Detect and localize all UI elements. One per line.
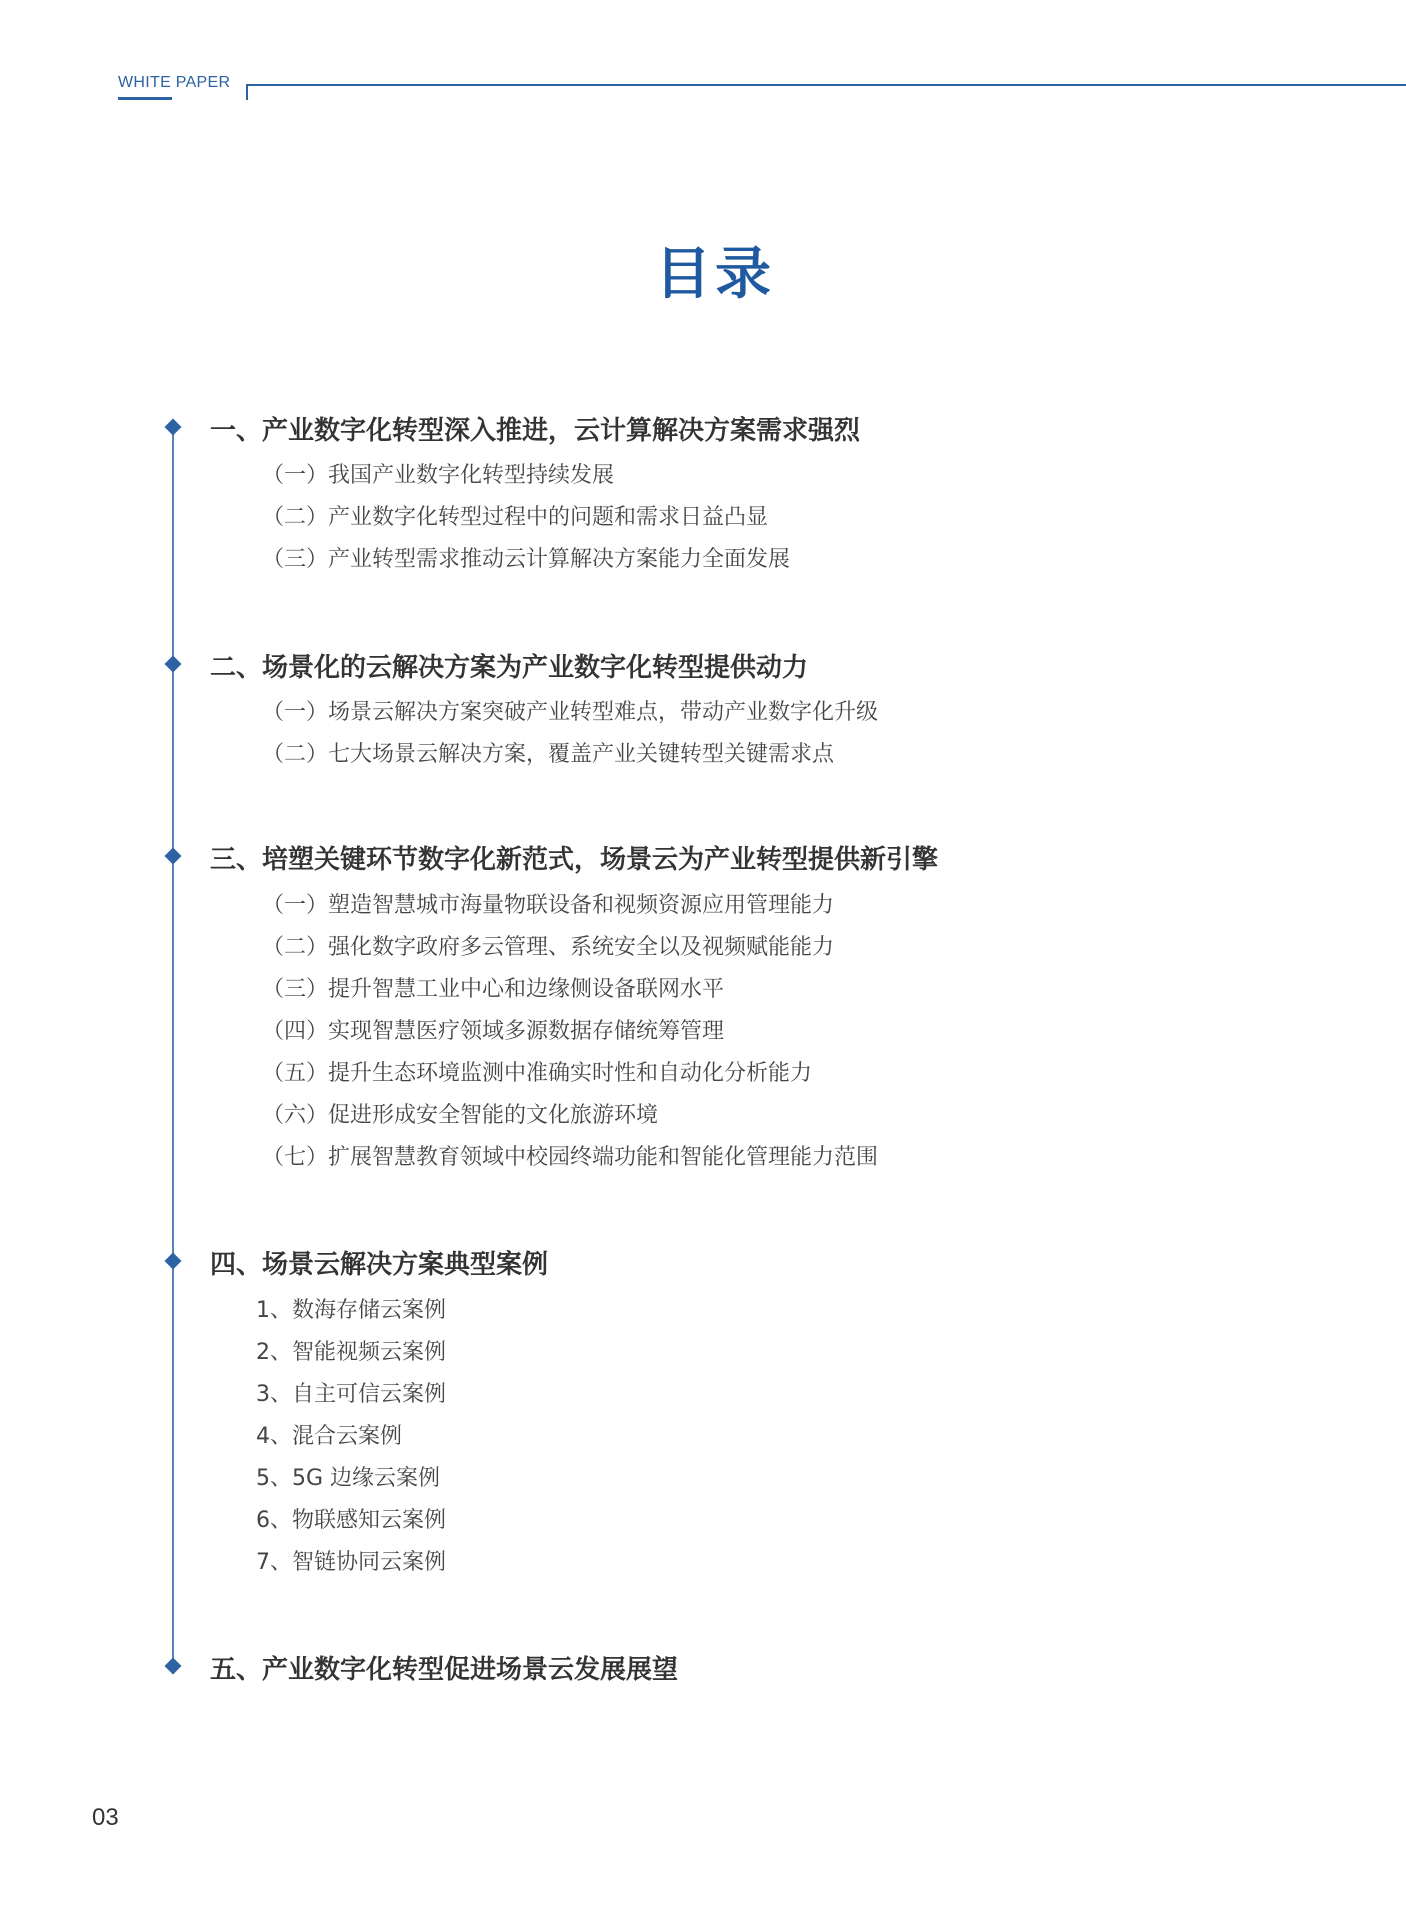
toc-item[interactable]: （二）强化数字政府多云管理、系统安全以及视频赋能能力 — [262, 935, 835, 960]
toc-item[interactable]: 6、物联感知云案例 — [256, 1508, 446, 1533]
toc-section-1-title[interactable]: 一、产业数字化转型深入推进，云计算解决方案需求强烈 — [210, 416, 861, 446]
toc-item[interactable]: （一）我国产业数字化转型持续发展 — [262, 463, 615, 488]
page-title: 目录 — [655, 242, 775, 307]
toc-item[interactable]: （七）扩展智慧教育领域中校园终端功能和智能化管理能力范围 — [262, 1145, 879, 1170]
header-underline — [118, 97, 172, 100]
toc-item[interactable]: 1、数海存储云案例 — [256, 1298, 446, 1323]
header-rule — [246, 84, 1406, 86]
toc-item[interactable]: （一）塑造智慧城市海量物联设备和视频资源应用管理能力 — [262, 893, 835, 918]
toc-item[interactable]: （三）产业转型需求推动云计算解决方案能力全面发展 — [262, 547, 791, 572]
section-marker-icon — [165, 1253, 182, 1270]
section-marker-icon — [165, 1658, 182, 1675]
toc-item[interactable]: （二）七大场景云解决方案，覆盖产业关键转型关键需求点 — [262, 742, 835, 767]
toc-item[interactable]: （一）场景云解决方案突破产业转型难点，带动产业数字化升级 — [262, 700, 879, 725]
toc-section-2-title[interactable]: 二、场景化的云解决方案为产业数字化转型提供动力 — [210, 653, 809, 683]
toc-item[interactable]: 4、混合云案例 — [256, 1424, 402, 1449]
page-number: 03 — [92, 1804, 119, 1831]
toc-section-4-title[interactable]: 四、场景云解决方案典型案例 — [210, 1250, 549, 1280]
toc-item[interactable]: 3、自主可信云案例 — [256, 1382, 446, 1407]
section-marker-icon — [165, 656, 182, 673]
toc-section-3-title[interactable]: 三、培塑关键环节数字化新范式，场景云为产业转型提供新引擎 — [210, 845, 939, 875]
toc-item[interactable]: （三）提升智慧工业中心和边缘侧设备联网水平 — [262, 977, 725, 1002]
toc-item[interactable]: 7、智链协同云案例 — [256, 1550, 446, 1575]
toc-item[interactable]: （四）实现智慧医疗领域多源数据存储统筹管理 — [262, 1019, 725, 1044]
toc-item[interactable]: 2、智能视频云案例 — [256, 1340, 446, 1365]
header-label: WHITE PAPER — [118, 74, 231, 91]
toc-timeline — [172, 422, 174, 1670]
toc-item[interactable]: （五）提升生态环境监测中准确实时性和自动化分析能力 — [262, 1061, 813, 1086]
toc-item[interactable]: 5、5G 边缘云案例 — [256, 1466, 441, 1491]
toc-item[interactable]: （六）促进形成安全智能的文化旅游环境 — [262, 1103, 659, 1128]
section-marker-icon — [165, 419, 182, 436]
section-marker-icon — [165, 848, 182, 865]
toc-item[interactable]: （二）产业数字化转型过程中的问题和需求日益凸显 — [262, 505, 769, 530]
toc-section-5-title[interactable]: 五、产业数字化转型促进场景云发展展望 — [210, 1655, 679, 1685]
header-rule-tick — [246, 84, 248, 100]
